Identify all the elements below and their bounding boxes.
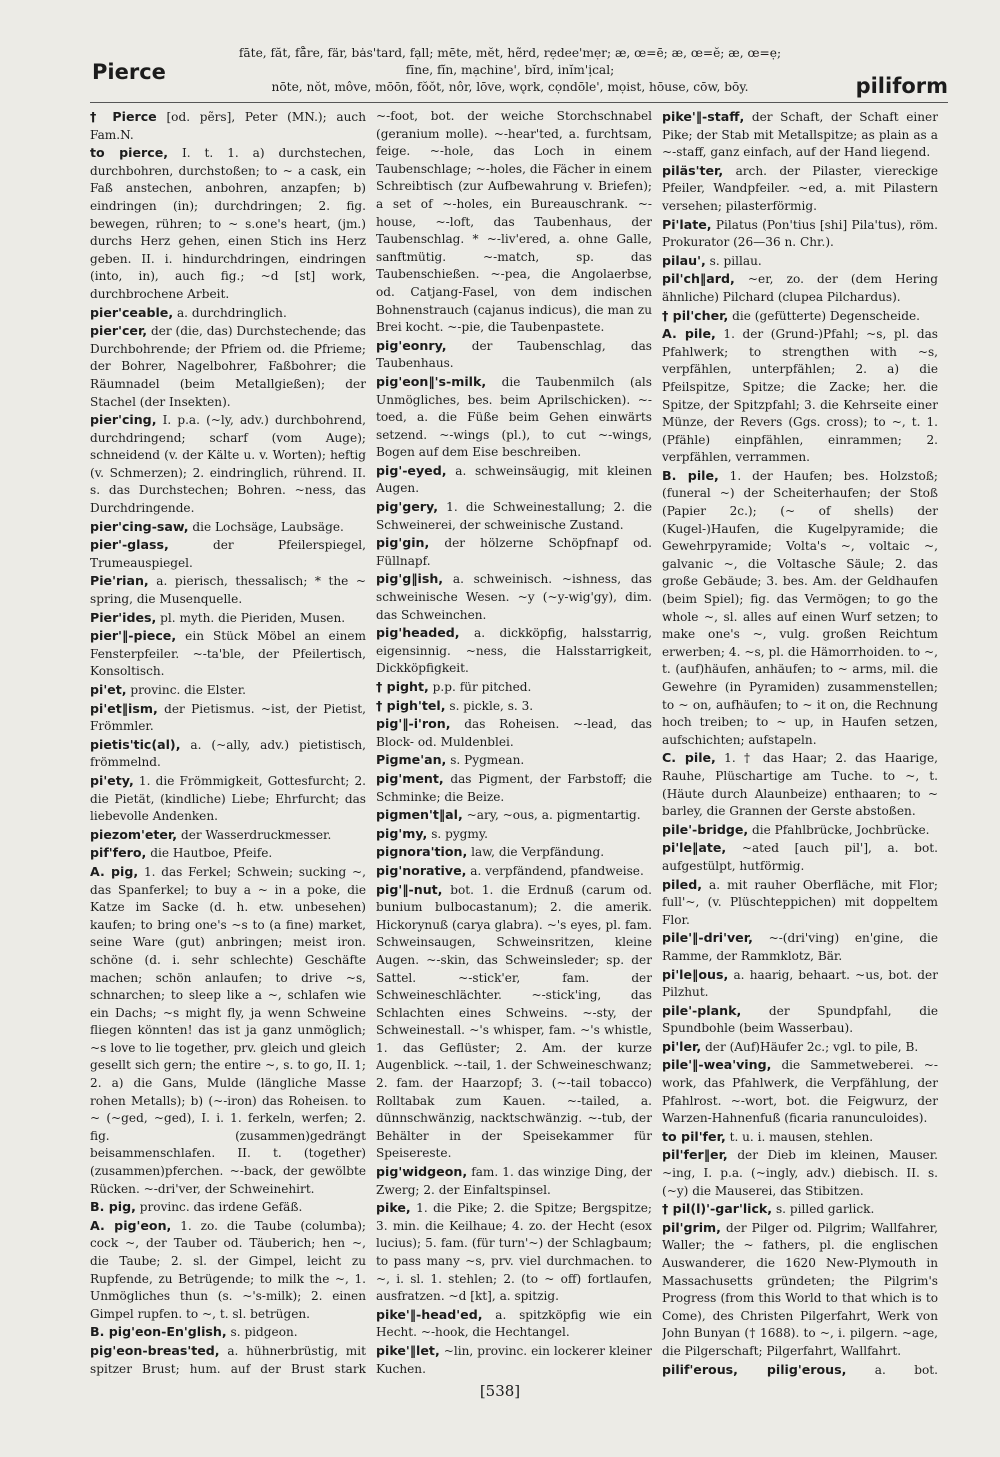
headword: B. pile, bbox=[662, 467, 719, 483]
dictionary-entry bbox=[376, 570, 652, 624]
headword: pig'eonry, bbox=[376, 337, 447, 353]
definition-text: 1. die Frömmigkeit, Gottesfurcht; 2. die Pietät, (kindliche) Liebe; Ehrfurcht; das liebevolle Andenken. bbox=[90, 773, 366, 824]
dictionary-entry bbox=[662, 1146, 938, 1200]
headword: piezom'eter, bbox=[90, 826, 178, 842]
headword: pig'norative, bbox=[376, 862, 467, 878]
headword: † pigh'tel, bbox=[376, 697, 446, 713]
dictionary-entry bbox=[90, 518, 366, 537]
definition-text: Pilatus (Pon'tius [shi] Pila'tus), röm. Prokurator (26—36 n. Chr.). bbox=[662, 217, 938, 250]
definition-text: s. pidgeon. bbox=[230, 1325, 298, 1340]
dictionary-entry bbox=[376, 624, 652, 678]
definition-text: ~ary, ~ous, a. pigmentartig. bbox=[466, 808, 641, 823]
dictionary-entry bbox=[376, 862, 652, 881]
headword: Pie'rian, bbox=[90, 573, 149, 589]
dictionary-entry bbox=[90, 700, 366, 736]
dictionary-entry bbox=[376, 715, 652, 751]
dictionary-entry bbox=[662, 1128, 938, 1147]
definition-text: fam. 1. das winzige Ding, der Zwerg; 2. der Einfaltspinsel. bbox=[376, 1165, 652, 1197]
dictionary-entry bbox=[90, 1217, 366, 1324]
definition-text: provinc. die Elster. bbox=[130, 683, 246, 697]
dictionary-entry bbox=[662, 1038, 938, 1057]
dictionary-entry bbox=[90, 108, 366, 144]
headword: A. pile, bbox=[662, 326, 716, 342]
definition-text: provinc. das irdene Gefäß. bbox=[139, 1200, 303, 1215]
dictionary-entry bbox=[90, 536, 366, 572]
headword: pig'eon-breas'ted, bbox=[90, 1342, 220, 1358]
definition-text: 1. das Ferkel; Schwein; sucking ~, das Spanferkel; to buy a ~ in a poke, die Katze im Sacke (d. h. etw. unbesehen) kaufen; to bring one's ~s to (a fine) market, seine Ware (gut) anbringen; meist iron. schöne (d. i. sehr schlechte) Geschäfte machen; schön anlaufen; to drive ~s, schnarchen; to sleep like a ~, schlafen wie ein Dachs; ~s might fly, ja wenn Schweine fliegen könnten! das ist ja ganz unmöglich; ~s love to lie together, prv. gleich und gleich gesellt sich gern; the entire ~, s. to go, II. 1; 2. a) die Gans, Mulde (längliche Masse rohen Metalls); b) (~-iron) das Roheisen. to ~ (~ged, ~ged), I. i. 1. ferkeln, werfen; 2. fig. (zusammen)gedrängt beisammenschlafen. II. t. (together) (zusammen)pferchen. ~-back, der gewölbte Rücken. ~-dri'ver, der Schweinehirt. bbox=[90, 864, 366, 1196]
definition-text: s. Pygmean. bbox=[450, 753, 525, 768]
running-head-right: piliform bbox=[855, 74, 948, 98]
headword: pilau', bbox=[662, 252, 706, 268]
definition-text: die Lochsäge, Laubsäge. bbox=[192, 519, 344, 534]
definition-text: a. hühnerbrüstig, mit spitzer Brust; hum. auf der Brust stark bbox=[90, 1343, 366, 1376]
dictionary-entry bbox=[90, 1342, 366, 1378]
headword: pil'ch‖ard, bbox=[662, 271, 735, 287]
dictionary-entry bbox=[662, 1361, 938, 1378]
definition-text: der Pietismus. ~ist, der Pietist, Frömmler. bbox=[90, 701, 366, 734]
definition-text: die Pfahlbrücke, Jochbrücke. bbox=[752, 822, 930, 837]
dictionary-entry bbox=[662, 821, 938, 840]
pronunciation-key bbox=[200, 45, 820, 96]
headword: pif'fero, bbox=[90, 845, 147, 861]
definition-text: a. (~ally, adv.) pietistisch, frömmelnd. bbox=[90, 737, 366, 770]
dictionary-entry bbox=[90, 322, 366, 411]
headword: B. pig, bbox=[90, 1199, 136, 1215]
headword: pilif'erous, pilig'erous, bbox=[662, 1361, 847, 1377]
definition-text: der hölzerne Schöpfnapf od. Füllnapf. bbox=[376, 536, 652, 568]
definition-text: 1. zo. die Taube (columba); cock ~, der Tauber od. Täuberich; hen ~, die Taube; 2. sl. der Gimpel, leicht zu Rupfende, zu Betrügende; to milk the ~, 1. Unmögliches thun (s. ~'s-milk); 2. einen Gimpel rupfen. to ~, t. sl. betrügen. bbox=[90, 1218, 366, 1321]
headword: pil'fer‖er, bbox=[662, 1147, 728, 1163]
dictionary-entry bbox=[90, 681, 366, 700]
headword: † pil'cher, bbox=[662, 307, 729, 323]
headword: pig'gery, bbox=[376, 499, 438, 515]
running-head-left: Pierce bbox=[92, 60, 166, 84]
dictionary-entry bbox=[376, 825, 652, 844]
definition-text: s. pilled garlick. bbox=[775, 1202, 875, 1217]
headword: piled, bbox=[662, 876, 702, 892]
headword: pig'‖-nut, bbox=[376, 881, 443, 897]
headword: A. pig, bbox=[90, 863, 139, 879]
dictionary-entry bbox=[90, 863, 366, 1198]
definition-text: 1. der (Grund-)Pfahl; ~s, pl. das Pfahlwerk; to strengthen with ~s, verpfählen, unterpfählen; 2. a) die Pfeilspitze, Spitze; die Zacke; her. die Spitze, der Spitzpfahl; 3. die Kehrseite einer Münze, der Revers (Ggs. cross); to ~, t. 1. (Pfähle) einpfählen, einrammen; 2. verpfählen, verrammen. bbox=[662, 327, 938, 465]
definition-text: der Taubenschlag, das Taubenhaus. bbox=[376, 338, 652, 371]
definition-text: p.p. für pitched. bbox=[432, 680, 532, 694]
definition-text: der Wasserdruckmesser. bbox=[180, 827, 332, 842]
pronunciation-key-line: fīne, fĭn, mạchine', bĭrd, inĭm'ịcal; bbox=[405, 63, 615, 77]
definition-text: der Spundpfahl, die Spundbohle (beim Wasserbau). bbox=[662, 1003, 938, 1036]
headword: pigmen't‖al, bbox=[376, 807, 463, 823]
definition-text: s. pygmy. bbox=[431, 826, 488, 841]
column-3 bbox=[662, 108, 938, 1378]
definition-text: die Taubenmilch (als Unmögliches, bes. beim Aprilschicken). ~-toed, a. die Füße beim Gehen einwärts setzend. ~-wings (pl.), to cut ~-wings, Bogen auf dem Eise beschreiben. bbox=[376, 374, 652, 460]
header-rule bbox=[90, 102, 948, 103]
definition-text: der (Auf)Häufer 2c.; vgl. to pile, B. bbox=[705, 1039, 919, 1054]
dictionary-entry bbox=[376, 337, 652, 373]
dictionary-entry bbox=[90, 736, 366, 772]
dictionary-entry bbox=[376, 751, 652, 770]
dictionary-entry bbox=[376, 678, 652, 697]
dictionary-entry bbox=[376, 770, 652, 806]
definition-text: das Roheisen. ~-lead, das Block- od. Muldenblei. bbox=[376, 717, 652, 749]
definition-text: a. pierisch, thessalisch; * the ~ spring, die Musenquelle. bbox=[90, 574, 366, 607]
dictionary-entry bbox=[90, 844, 366, 863]
dictionary-entry bbox=[662, 876, 938, 930]
headword: pig'headed, bbox=[376, 625, 460, 641]
headword: pile'-plank, bbox=[662, 1002, 742, 1018]
headword: Pi'late, bbox=[662, 216, 712, 232]
headword: pig'-eyed, bbox=[376, 462, 447, 478]
headword: pig'‖-i'ron, bbox=[376, 716, 451, 732]
headword: pi'ety, bbox=[90, 772, 134, 788]
dictionary-entry bbox=[662, 270, 938, 306]
dictionary-entry bbox=[376, 881, 652, 1164]
headword: pier'cing-saw, bbox=[90, 518, 189, 534]
dictionary-entry bbox=[376, 534, 652, 570]
headword: pig'my, bbox=[376, 825, 428, 841]
definition-text: a. spitzköpfig wie ein Hecht. ~-hook, die Hechtangel. bbox=[376, 1307, 652, 1340]
definition-text: der Pilger od. Pilgrim; Wallfahrer, Waller; the ~ fathers, pl. die englischen Auswanderer, die 1620 New-Plymouth in Massachusetts gründeten; the Pilgrim's Progress (from this World to that which is to Come), des Christen Pilgerfahrt, Werk von John Bunyan († 1688). to ~, i. pilgern. ~age, die Pilgerschaft; Pilgerfahrt, Wallfahrt. bbox=[662, 1220, 938, 1358]
definition-text: 1. † das Haar; 2. das Haarige, Rauhe, Plüschartige am Tuche. to ~, t. (Häute durch Alaunbeize) enthaaren; to ~ barley, die Grannen der Gerste abstoßen. bbox=[662, 751, 938, 819]
headword: † pil(l)'-gar'lick, bbox=[662, 1201, 773, 1217]
dictionary-entry bbox=[662, 1056, 938, 1127]
dictionary-entry bbox=[376, 498, 652, 534]
headword: Pier'ides, bbox=[90, 609, 157, 625]
definition-text: arch. der Pilaster, viereckige Pfeiler, Wandpfeiler. ~ed, a. mit Pilastern versehen; pilasterförmig. bbox=[662, 163, 938, 213]
definition-text: ~er, zo. der (dem Hering ähnliche) Pilchard (clupea Pilchardus). bbox=[662, 272, 938, 304]
dictionary-entry bbox=[376, 1199, 652, 1306]
dictionary-entry bbox=[90, 826, 366, 845]
dictionary-entry bbox=[376, 806, 652, 825]
dictionary-entry bbox=[662, 325, 938, 467]
definition-text: a. schweinsäugig, mit kleinen Augen. bbox=[376, 463, 652, 496]
definition-text: ~ated [auch pil'], a. bot. aufgestülpt, hutförmig. bbox=[662, 841, 938, 873]
definition-text: a. haarig, behaart. ~us, bot. der Pilzhut. bbox=[662, 967, 938, 1000]
headword: pile'-bridge, bbox=[662, 821, 749, 837]
headword: † pight, bbox=[376, 679, 429, 694]
definition-text: ein Stück Möbel an einem Fensterpfeiler. ~-ta'ble, der Pfeilertisch, Konsoltisch. bbox=[90, 629, 366, 679]
definition-text: der (die, das) Durchstechende; das Durchbohrende; der Pfriem od. die Pfrieme; der Bohrer, Nagelbohrer, Faßbohrer; die Räumnadel (beim Metallgießen); der Stachel (der Insekten). bbox=[90, 324, 366, 409]
definition-text: a. mit rauher Oberfläche, mit Flor; full'~, (v. Plüschteppichen) mit doppeltem Flor. bbox=[662, 877, 938, 927]
headword: pier'cing, bbox=[90, 412, 157, 428]
definition-text: der Pfeilerspiegel, Trumeauspiegel. bbox=[90, 538, 366, 570]
definition-text: bot. 1. die Erdnuß (carum od. bunium bulbocastanum); 2. die amerik. Hickorynuß (carya glabra). ~'s eyes, pl. fam. Schweinsaugen, Schweinsritzen, kleine Augen. ~-skin, das Schweinsleder; sp. der Sattel. ~-stick'er, fam. der Schweineschlächter. ~-stick'ing, das Schlachten eines Schweins. ~-sty, der Schweinestall. ~'s whisper, fam. ~'s whistle, 1. das Geflüster; 2. Am. der kurze Augenblick. ~-tail, 1. der Schweineschwanz; 2. fam. der Haarzopf; 3. (~-tail tobacco) Rolltabak zum Kauen. ~-tailed, a. dünnschwänzig, nacktschwänzig. ~-tub, der Behälter in der Speisekammer für Speisereste. bbox=[376, 882, 652, 1161]
dictionary-entry bbox=[662, 162, 938, 216]
dictionary-entry bbox=[90, 144, 366, 303]
dictionary-entry bbox=[90, 304, 366, 323]
headword: pietis'tic(al), bbox=[90, 736, 181, 752]
column-2 bbox=[376, 108, 652, 1378]
headword: pig'g‖ish, bbox=[376, 571, 444, 587]
headword: pike, bbox=[376, 1200, 411, 1216]
dictionary-entry bbox=[662, 307, 938, 326]
definition-text: die (gefütterte) Degenscheide. bbox=[732, 308, 920, 323]
dictionary-entry bbox=[90, 572, 366, 608]
headword: pier'ceable, bbox=[90, 304, 174, 320]
definition-text: ~-foot, bot. der weiche Storchschnabel (geranium molle). ~-hear'ted, a. furchtsam, feige. ~-hole, das Loch in einem Taubenschlage; ~-holes, die Fächer in einem Schreibtisch (zur Aufbewahrung v. Briefen); a set of ~-holes, ein Bureauschrank. ~-house, ~-loft, das Taubenhaus, der Taubenschlag. * ~-liv'ered, a. ohne Galle, sanftmütig. ~-match, sp. das Taubenschießen. ~-pea, die Angolaerbse, od. Catjang-Fasel, von dem indischen Bohnenstrauch (cajanus indicus), die man zu Brei kocht. ~-pie, die Taubenpastete. bbox=[376, 109, 652, 335]
dictionary-entry bbox=[662, 467, 938, 750]
dictionary-entry bbox=[90, 627, 366, 681]
definition-text: der Schaft, der Schaft einer Pike; der Stab mit Metallspitze; as plain as a ~-staff, ganz einfach, auf der Hand liegend. bbox=[662, 110, 938, 160]
headword: pi'et‖ism, bbox=[90, 700, 158, 716]
dictionary-entry bbox=[662, 839, 938, 875]
definition-text: der Dieb im kleinen, Mauser. ~ing, I. p.a. (~ingly, adv.) diebisch. II. s. (~y) die Mauserei, das Stibitzen. bbox=[662, 1148, 938, 1198]
dictionary-entry bbox=[376, 373, 652, 462]
pronunciation-key-line: nōte, nŏt, môve, mōōn, fŏŏt, nôr, lōve, wǫrk, cọndōle', mọist, hōuse, cōw, bōy. bbox=[271, 80, 749, 94]
headword: pi'le‖ate, bbox=[662, 840, 727, 856]
definition-text: die Hautboe, Pfeife. bbox=[150, 846, 273, 861]
definition-text: I. t. 1. a) durchstechen, durchbohren, durchstoßen; to ~ a cask, ein Faß anstechen, anbohren, anzapfen; b) eindringen (in); durchdringen; 2. fig. bewegen, rühren; to ~ s.one's heart, (jm.) durchs Herz gehen, einen Stich ins Herz geben. II. i. hindurchdringen, eindringen (into, in), auch fig.; ~d [st] work, durchbrochene Arbeit. bbox=[90, 146, 366, 301]
headword: to pil'fer, bbox=[662, 1128, 726, 1144]
definition-text: die Sammetweberei. ~-work, das Pfahlwerk, die Verpfählung, der Pfahlrost. ~-wort, bot. die Feigwurz, der Warzen-Hahnenfuß (ficaria ranunculoides). bbox=[662, 1058, 938, 1126]
dictionary-entry bbox=[90, 1323, 366, 1342]
dictionary-entry bbox=[90, 772, 366, 826]
dictionary-entry bbox=[376, 697, 652, 716]
dictionary-entry bbox=[376, 1306, 652, 1342]
definition-text: 1. der Haufen; bes. Holzstoß; (funeral ~) der Scheiterhaufen; der Stoß (Papier 2c.); (~ of shells) der (Kugel-)Haufen, die Kugelpyramide; die Gewehrpyramide; Volta's ~, voltaic ~, galvanic ~, die Voltasche Säule; 2. das große Gebäude; 3. bes. Am. der Geldhaufen (beim Spiel); fig. das Vermögen; to go the whole ~, sl. alles auf einen Wurf setzen; to make one's ~, vulg. großen Reichtum erwerben; 4. ~s, pl. die Hämorrhoiden. to ~, t. (auf)häufen, anhäufen; to ~ arms, mil. die Gewehre (in Pyramiden) zusammenstellen; to ~ on, aufhäufen; to ~ it on, die Rechnung hoch treiben; to ~ up, in Haufen setzen, aufschichten; aufstapeln. bbox=[662, 468, 938, 747]
headword: pike'‖-head'ed, bbox=[376, 1306, 483, 1322]
headword: B. pig'eon-En'glish, bbox=[90, 1324, 227, 1340]
headword: pike'‖let, bbox=[376, 1342, 440, 1358]
dictionary-entry bbox=[662, 108, 938, 162]
dictionary-entry bbox=[376, 1163, 652, 1199]
headword: pi'et, bbox=[90, 682, 127, 697]
headword: A. pig'eon, bbox=[90, 1217, 172, 1233]
definition-text: a. schweinisch. ~ishness, das schweinische Wesen. ~y (~y-wig'gy), dim. das Schweinchen. bbox=[376, 572, 652, 622]
dictionary-entry bbox=[662, 216, 938, 252]
headword: pig'eon‖'s-milk, bbox=[376, 373, 487, 389]
dictionary-entry bbox=[90, 411, 366, 518]
headword: pier'‖-piece, bbox=[90, 628, 177, 644]
dictionary-entry bbox=[662, 929, 938, 965]
definition-text: ~lin, provinc. ein lockerer kleiner Kuchen. bbox=[376, 1343, 652, 1376]
headword: pi'ler, bbox=[662, 1038, 702, 1054]
definition-text: t. u. i. mausen, stehlen. bbox=[729, 1129, 874, 1144]
definition-text: s. pillau. bbox=[709, 253, 762, 268]
dictionary-entry bbox=[376, 108, 652, 337]
dictionary-entry bbox=[662, 252, 938, 271]
definition-text: law, die Verpfändung. bbox=[471, 845, 605, 860]
definition-text: [od. pẽrs], Peter (MN.); auch Fam.N. bbox=[90, 110, 366, 142]
dictionary-entry bbox=[376, 843, 652, 862]
pronunciation-key-line: fāte, făt, få̄re, fär, bȧs'tard, fạll; mēte, mĕt, hẽrd, rẹdee'mẹr; æ, œ=ē; æ, œ=ĕ; æ, œ=ẹ; bbox=[238, 46, 782, 60]
headword: pier'-glass, bbox=[90, 537, 169, 553]
definition-text: 1. die Pike; 2. die Spitze; Bergspitze; 3. min. die Keilhaue; 4. zo. der Hecht (esox lucius); 5. fam. (für turn'~) der Schlagbaum; to pass many ~s, prv. viel durchmachen. to ~, i. sl. 1. stehlen; 2. (to ~ off) fortlaufen, ausfratzen. ~d [kt], a. spitzig. bbox=[376, 1201, 652, 1304]
headword: pier'cer, bbox=[90, 323, 148, 339]
headword: pig'gin, bbox=[376, 535, 430, 551]
definition-text: a. verpfändend, pfandweise. bbox=[470, 863, 644, 878]
headword: pile'‖-wea'ving, bbox=[662, 1057, 772, 1073]
headword: pignora'tion, bbox=[376, 844, 468, 860]
column-1 bbox=[90, 108, 366, 1378]
definition-text: a. bot. bbox=[874, 1362, 938, 1377]
definition-text: ~-(dri'ving) en'gine, die Ramme, der Rammklotz, Bär. bbox=[662, 931, 938, 963]
dictionary-entry bbox=[90, 1198, 366, 1217]
headword: Pigme'an, bbox=[376, 752, 447, 768]
definition-text: 1. die Schweinestallung; 2. die Schweinerei, der schweinische Zustand. bbox=[376, 500, 652, 532]
headword: † Pierce bbox=[90, 109, 157, 124]
headword: C. pile, bbox=[662, 750, 716, 766]
definition-text: I. p.a. (~ly, adv.) durchbohrend, durchdringend; scharf (vom Auge); schneidend (v. der Kälte u. v. Worten); heftig (v. Schmerzen); 2. eindringlich, rührend. II. s. das Durchstechen; Bohren. ~ness, das Durchdringende. bbox=[90, 413, 366, 516]
definition-text: a. dickköpfig, halsstarrig, eigensinnig. ~ness, die Halsstarrigkeit, Dickköpfigkeit. bbox=[376, 626, 652, 676]
headword: piläs'ter, bbox=[662, 162, 724, 178]
definition-text: pl. myth. die Pieriden, Musen. bbox=[160, 610, 346, 625]
headword: pil'grim, bbox=[662, 1219, 721, 1235]
dictionary-entry bbox=[662, 1200, 938, 1219]
headword: pig'widgeon, bbox=[376, 1164, 468, 1180]
headword: to pierce, bbox=[90, 145, 169, 161]
headword: pi'le‖ous, bbox=[662, 966, 729, 982]
dictionary-entry bbox=[376, 462, 652, 498]
dictionary-entry bbox=[90, 609, 366, 628]
definition-text: a. durchdringlich. bbox=[176, 305, 287, 320]
dictionary-entry bbox=[376, 1342, 652, 1378]
dictionary-entry bbox=[662, 1219, 938, 1361]
definition-text: s. pickle, s. 3. bbox=[449, 698, 534, 713]
dictionary-entry bbox=[662, 966, 938, 1002]
dictionary-entry bbox=[662, 749, 938, 820]
headword: pig'ment, bbox=[376, 770, 444, 786]
page-number: [538] bbox=[479, 1382, 521, 1400]
headword: pike'‖-staff, bbox=[662, 109, 745, 124]
definition-text: das Pigment, der Farbstoff; die Schminke; die Beize. bbox=[376, 771, 652, 804]
dictionary-entry bbox=[662, 1002, 938, 1038]
headword: pile'‖-dri'ver, bbox=[662, 930, 753, 946]
